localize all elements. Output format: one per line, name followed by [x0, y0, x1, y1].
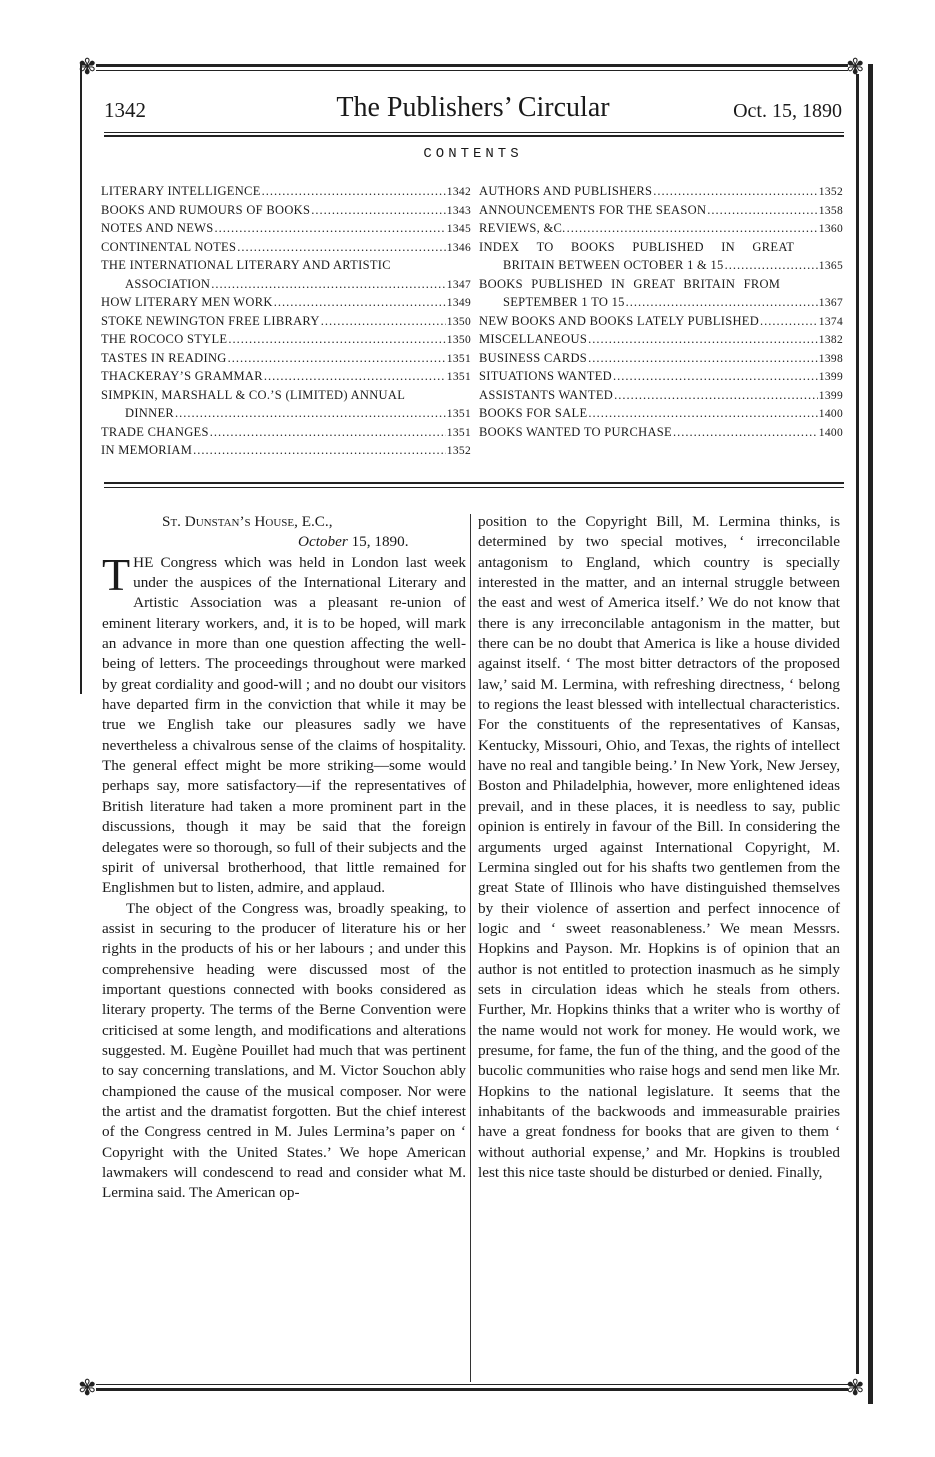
article-paragraph: position to the Copyright Bill, M. Lermina thinks, is determined by two special motives, ‘ irreconcilable antagonism to England, which country is specially interested in the matter, and an internal struggle between the east and west of America itself.’ We do not know that there is any irreconcilable antagonism in the matter, but there can be no doubt that America is like a house divided against itself. ‘ The most bitter detractors of the proposed law,’ said M. Lermina, with refreshing directness, ‘ belong to regions the least blessed with intellectual characteristics. For the constituents of the representatives of Kansas, Kentucky, Missouri, Ohio, and Texas, the rights of intellect have no real and tangible being.’ In New York, New Jersey, Boston and Philadelphia, however, more enlightened ideas prevail, and in these places, it is needless to say, public opinion is entirely in favour of the Bill. In considering the arguments urged against International Copyright, M. Lermina singled out for his shafts two gentlemen from the great State of Illinois who have distinguished themselves by their violence of assertion and perfect innocence of logic and ‘ sweet reasonableness.’ We mean Messrs. Hopkins and Payson. Mr. Hopkins is of opinion that an author is not entitled to protection inasmuch as he simply sets in circulation ideas which he steals from others. Further, Mr. Hopkins thinks that a writer who is worthy of the name would not work for money. He would work, we presume, for fame, the fun of the thing, and the good of the bucolic communities who raise hogs and send men like Mr. Hopkins to the national legislature. It seems that the inhabitants of the backwoods and immeasurable prairies have a great fondness for books that are given to them ‘ without authorial expense,’ and Mr. Hopkins is troubled lest this nice taste should be disturbed or denied. Finally,: [478, 513, 840, 1181]
frame-left-rule: [80, 64, 82, 694]
toc-entry[interactable]: BOOKS AND RUMOURS OF BOOKS ..... 1343: [101, 203, 471, 222]
contents-heading: CONTENTS: [423, 146, 523, 162]
toc-entry[interactable]: THE ROCOCO STYLE ..... 1350: [101, 332, 471, 351]
toc-entry[interactable]: INDEX TO BOOKS PUBLISHED IN GREAT: [479, 239, 795, 254]
toc-entry[interactable]: NEW BOOKS AND BOOKS LATELY PUBLISHED ..... 1374: [479, 314, 843, 333]
toc-entry[interactable]: NOTES AND NEWS ..... 1345: [101, 221, 471, 240]
toc-entry[interactable]: SITUATIONS WANTED ..... 1399: [479, 369, 843, 388]
contents-left-column: [101, 184, 471, 462]
toc-entry[interactable]: LITERARY INTELLIGENCE ..... 1342: [101, 184, 471, 203]
toc-entry[interactable]: SEPTEMBER 1 TO 15 ..... 1367: [479, 295, 843, 314]
corner-ornament-icon: ✾: [846, 1375, 865, 1400]
toc-entry[interactable]: ANNOUNCEMENTS FOR THE SEASON ..... 1358: [479, 203, 843, 222]
frame-top-rule-thin: [96, 70, 848, 71]
toc-entry[interactable]: THE INTERNATIONAL LITERARY AND ARTISTIC: [101, 258, 391, 272]
toc-entry[interactable]: BOOKS FOR SALE ..... 1400: [479, 406, 843, 425]
toc-entry[interactable]: BOOKS WANTED TO PURCHASE ..... 1400: [479, 425, 843, 444]
frame-bottom-rule: [96, 1384, 848, 1385]
dateline-place: St. Dunstan’s House, E.C.,: [162, 513, 333, 530]
toc-entry[interactable]: HOW LITERARY MEN WORK ..... 1349: [101, 295, 471, 314]
toc-entry[interactable]: CONTINENTAL NOTES ..... 1346: [101, 240, 471, 259]
header-rule: [104, 132, 844, 133]
toc-entry[interactable]: TRADE CHANGES ..... 1351: [101, 425, 471, 444]
toc-entry[interactable]: TASTES IN READING ..... 1351: [101, 351, 471, 370]
dateline-date: October 15, 1890.: [298, 533, 409, 551]
article-column-divider: [470, 514, 471, 1382]
frame-top-rule: [96, 64, 848, 67]
publication-title: The Publishers’ Circular: [336, 92, 610, 123]
article-left-column: [102, 512, 466, 1204]
page-number: 1342: [104, 98, 146, 122]
running-header: [104, 92, 842, 128]
toc-entry[interactable]: SIMPKIN, MARSHALL & CO.’S (LIMITED) ANNUAL: [101, 387, 406, 402]
corner-ornament-icon: ✾: [78, 54, 97, 79]
header-rule-thick: [104, 135, 844, 137]
toc-entry[interactable]: REVIEWS, &C. ..... 1360: [479, 221, 843, 240]
toc-entry[interactable]: ASSISTANTS WANTED ..... 1399: [479, 388, 843, 407]
toc-entry[interactable]: STOKE NEWINGTON FREE LIBRARY ..... 1350: [101, 314, 471, 333]
corner-ornament-icon: ✾: [846, 54, 865, 79]
toc-entry[interactable]: BUSINESS CARDS ..... 1398: [479, 351, 843, 370]
contents-right-column: [479, 184, 843, 443]
article-paragraph: The object of the Congress was, broadly speaking, to assist in securing to the producer of literature his or her rights in the products of his or her labours ; and under this comprehensive heading were discussed most of the important questions connected with books considered as literary property. The terms of the Berne Convention were criticised at some length, and modifications and alterations suggested. M. Eugène Pouillet had much that was pertinent to say concerning translations, and M. Victor Souchon ably championed the cause of the musical composer. Nor were the artist and the dramatist forgotten. But the chief interest of the Congress centred in M. Jules Lermina’s paper on ‘ Copyright with the United States.’ We hope American lawmakers will condescend to read and consider what M. Lermina said. The American op-: [102, 899, 466, 1202]
article-paragraph: THE Congress which was held in London last week under the auspices of the International Literary and Artistic Association was a pleasant re-union of eminent literary workers, and, it is to be hoped, will mark an advance in more than one question affecting the well-being of letters. The proceedings throughout were marked by great cordiality and good-will ; and no doubt our visitors have departed firm in the conviction that while it may be true we English take our pleasures sadly we have nevertheless a chivalrous sense of the claims of hospitality. The general effect might be more striking—some would perhaps say, more satisfactory—if the representatives of British literature had taken a more prominent part in the discussions, though it may be said that the foreign delegates were so thorough, so full of their subjects and the spirit of universal brotherhood, that little remained for Englishmen but to listen, admire, and applaud.: [102, 548, 466, 897]
article-right-column: [478, 512, 840, 1183]
toc-entry[interactable]: AUTHORS AND PUBLISHERS ..... 1352: [479, 184, 843, 203]
toc-entry[interactable]: BOOKS PUBLISHED IN GREAT BRITAIN FROM: [479, 276, 781, 291]
toc-entry[interactable]: BRITAIN BETWEEN OCTOBER 1 & 15 ..... 1365: [479, 258, 843, 277]
frame-right-rule-thick: [868, 64, 873, 1404]
toc-entry[interactable]: ASSOCIATION ..... 1347: [101, 277, 471, 296]
corner-ornament-icon: ✾: [78, 1375, 97, 1400]
toc-entry[interactable]: IN MEMORIAM ..... 1352: [101, 443, 471, 462]
contents-bottom-rule: [104, 482, 844, 484]
frame-bottom-rule-thick: [96, 1388, 848, 1391]
contents-bottom-rule-thin: [104, 487, 844, 488]
drop-cap: T: [102, 548, 131, 600]
toc-entry[interactable]: MISCELLANEOUS ..... 1382: [479, 332, 843, 351]
toc-entry[interactable]: DINNER ..... 1351: [101, 406, 471, 425]
toc-entry[interactable]: THACKERAY’S GRAMMAR ..... 1351: [101, 369, 471, 388]
frame-right-rule: [856, 74, 859, 1374]
issue-date: Oct. 15, 1890: [733, 100, 842, 122]
